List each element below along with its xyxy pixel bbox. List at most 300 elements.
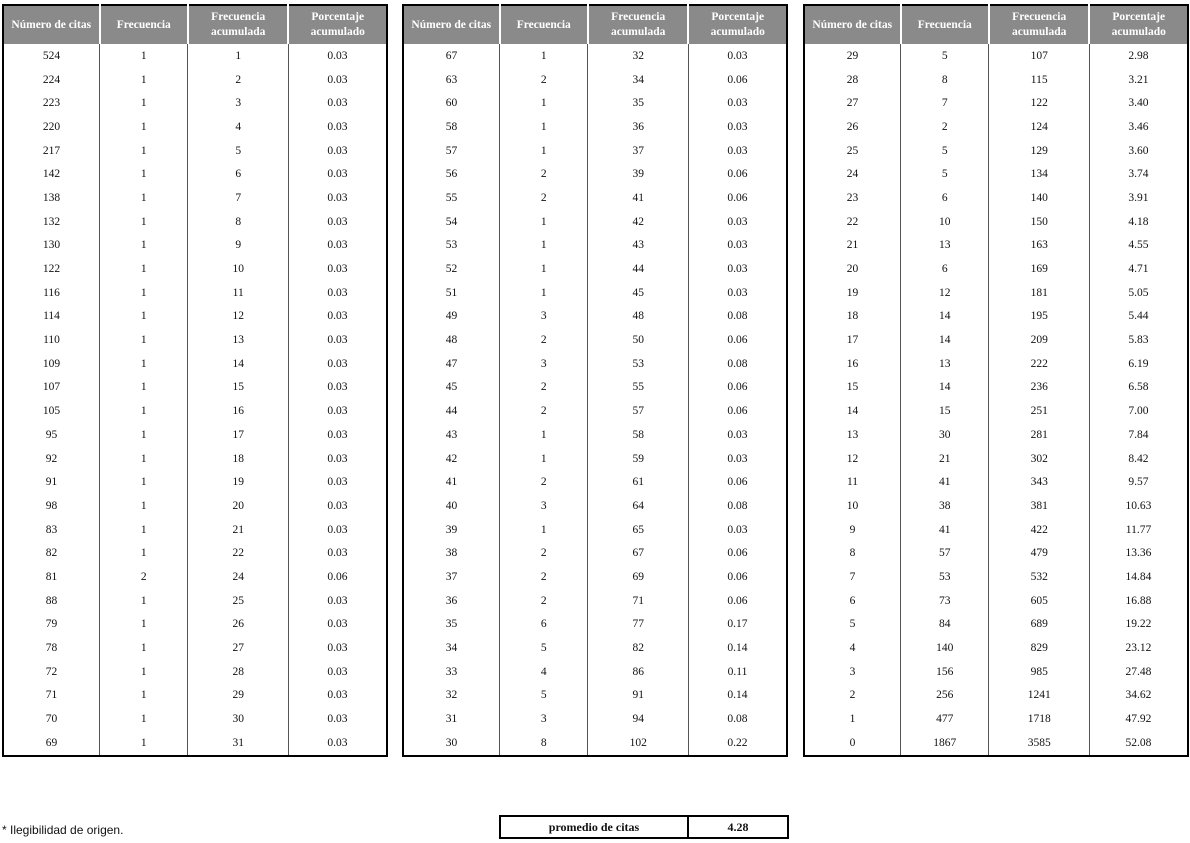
table-row <box>403 210 787 234</box>
cell-frecuencia-acumulada: 169 <box>989 257 1090 281</box>
table-row <box>3 494 387 518</box>
table-row <box>403 541 787 565</box>
cell-frecuencia: 1 <box>100 447 188 471</box>
cell-frecuencia-acumulada: 58 <box>588 423 689 447</box>
cell-numero-citas: 30 <box>445 736 458 749</box>
cell-frecuencia-acumulada: 422 <box>989 518 1090 542</box>
cell-frecuencia-acumulada: 86 <box>588 660 689 684</box>
cell-porcentaje-acumulado: 3.74 <box>1089 162 1188 186</box>
cell-frecuencia: 53 <box>901 565 989 589</box>
cell-frecuencia: 12 <box>901 281 989 305</box>
cell-frecuencia: 2 <box>500 186 588 210</box>
cell-frecuencia-acumulada: 71 <box>588 589 689 613</box>
average-label: promedio de citas <box>501 817 689 837</box>
cell-frecuencia: 1 <box>500 234 588 258</box>
cell-porcentaje-acumulado: 0.06 <box>688 589 787 613</box>
cell-numero-citas: 72 <box>45 665 58 678</box>
cell-porcentaje-acumulado: 3.60 <box>1089 139 1188 163</box>
cell-numero-citas: 7 <box>849 570 856 583</box>
table-row <box>3 352 387 376</box>
cell-frecuencia-acumulada: 30 <box>188 707 289 731</box>
cell-frecuencia-acumulada: 53 <box>588 352 689 376</box>
cell-frecuencia-acumulada: 77 <box>588 613 689 637</box>
cell-porcentaje-acumulado: 0.08 <box>688 305 787 329</box>
cell-frecuencia: 2 <box>500 541 588 565</box>
cell-frecuencia: 8 <box>901 68 989 92</box>
table-row <box>804 541 1188 565</box>
cell-numero-citas: 16 <box>846 357 859 370</box>
cell-frecuencia-acumulada: 22 <box>188 541 289 565</box>
cell-numero-citas: 25 <box>846 144 859 157</box>
cell-frecuencia-acumulada: 21 <box>188 518 289 542</box>
header-porcentaje-acumulado: Porcentaje acumulado <box>688 5 787 44</box>
cell-numero-citas: 1 <box>849 713 856 726</box>
cell-porcentaje-acumulado: 0.03 <box>288 352 387 376</box>
cell-frecuencia: 30 <box>901 423 989 447</box>
cell-frecuencia: 1 <box>100 257 188 281</box>
cell-porcentaje-acumulado: 0.06 <box>688 541 787 565</box>
cell-frecuencia: 1 <box>100 115 188 139</box>
cell-porcentaje-acumulado: 0.03 <box>288 707 387 731</box>
cell-frecuencia-acumulada: 14 <box>188 352 289 376</box>
cell-numero-citas: 37 <box>445 570 458 583</box>
table-body <box>403 44 787 756</box>
cell-porcentaje-acumulado: 27.48 <box>1089 660 1188 684</box>
table-header-row <box>3 5 387 44</box>
cell-porcentaje-acumulado: 0.14 <box>688 684 787 708</box>
cell-porcentaje-acumulado: 0.03 <box>288 613 387 637</box>
table-row <box>804 731 1188 756</box>
cell-numero-citas: 40 <box>445 499 458 512</box>
cell-frecuencia-acumulada: 55 <box>588 376 689 400</box>
table-row <box>403 376 787 400</box>
cell-numero-citas: 122 <box>42 263 61 276</box>
cell-numero-citas: 24 <box>846 168 859 181</box>
cell-frecuencia: 5 <box>500 636 588 660</box>
table-row <box>804 423 1188 447</box>
table-row <box>804 234 1188 258</box>
cell-numero-citas: 92 <box>45 452 58 465</box>
cell-frecuencia-acumulada: 17 <box>188 423 289 447</box>
table-row <box>804 352 1188 376</box>
cell-frecuencia: 1 <box>100 636 188 660</box>
citations-table-2 <box>402 4 788 757</box>
cell-numero-citas: 82 <box>45 547 58 560</box>
cell-frecuencia: 13 <box>901 352 989 376</box>
cell-porcentaje-acumulado: 0.03 <box>688 518 787 542</box>
table-row <box>3 470 387 494</box>
cell-numero-citas: 81 <box>45 570 58 583</box>
cell-frecuencia: 15 <box>901 399 989 423</box>
cell-frecuencia: 8 <box>500 731 588 756</box>
cell-numero-citas: 22 <box>846 215 859 228</box>
illegibility-note: * Ilegibilidad de origen. <box>2 823 124 837</box>
cell-frecuencia-acumulada: 27 <box>188 636 289 660</box>
table-row <box>3 281 387 305</box>
table-body <box>804 44 1188 756</box>
cell-porcentaje-acumulado: 0.08 <box>688 707 787 731</box>
cell-numero-citas: 35 <box>445 618 458 631</box>
cell-frecuencia-acumulada: 64 <box>588 494 689 518</box>
header-numero-citas: Número de citas <box>3 5 100 44</box>
cell-porcentaje-acumulado: 0.03 <box>288 589 387 613</box>
header-frecuencia: Frecuencia <box>500 5 588 44</box>
cell-porcentaje-acumulado: 0.03 <box>688 447 787 471</box>
cell-porcentaje-acumulado: 0.03 <box>288 281 387 305</box>
cell-porcentaje-acumulado: 0.03 <box>288 44 387 68</box>
cell-frecuencia: 2 <box>500 328 588 352</box>
cell-porcentaje-acumulado: 0.06 <box>688 470 787 494</box>
cell-numero-citas: 56 <box>445 168 458 181</box>
cell-frecuencia: 1 <box>500 91 588 115</box>
table-row <box>403 565 787 589</box>
cell-frecuencia: 6 <box>500 613 588 637</box>
table-row <box>403 707 787 731</box>
cell-frecuencia: 5 <box>500 684 588 708</box>
cell-numero-citas: 15 <box>846 381 859 394</box>
table-row <box>3 613 387 637</box>
table-row <box>804 328 1188 352</box>
table-row <box>403 234 787 258</box>
cell-porcentaje-acumulado: 0.22 <box>688 731 787 756</box>
cell-porcentaje-acumulado: 0.03 <box>688 210 787 234</box>
cell-frecuencia: 5 <box>901 44 989 68</box>
cell-numero-citas: 224 <box>42 73 61 86</box>
cell-frecuencia-acumulada: 2 <box>188 68 289 92</box>
cell-frecuencia-acumulada: 605 <box>989 589 1090 613</box>
cell-numero-citas: 55 <box>445 191 458 204</box>
cell-porcentaje-acumulado: 0.03 <box>688 257 787 281</box>
cell-numero-citas: 14 <box>846 405 859 418</box>
table-row <box>3 186 387 210</box>
table-row <box>3 234 387 258</box>
cell-numero-citas: 88 <box>45 594 58 607</box>
table-row <box>804 139 1188 163</box>
cell-numero-citas: 79 <box>45 618 58 631</box>
table-row <box>403 328 787 352</box>
cell-frecuencia: 1 <box>100 423 188 447</box>
cell-porcentaje-acumulado: 0.03 <box>288 210 387 234</box>
cell-porcentaje-acumulado: 11.77 <box>1089 518 1188 542</box>
cell-porcentaje-acumulado: 0.03 <box>288 257 387 281</box>
cell-porcentaje-acumulado: 52.08 <box>1089 731 1188 756</box>
cell-frecuencia-acumulada: 35 <box>588 91 689 115</box>
table-row <box>403 660 787 684</box>
cell-frecuencia-acumulada: 134 <box>989 162 1090 186</box>
header-numero-citas: Número de citas <box>804 5 901 44</box>
cell-frecuencia-acumulada: 115 <box>989 68 1090 92</box>
cell-frecuencia-acumulada: 10 <box>188 257 289 281</box>
table-row <box>804 565 1188 589</box>
cell-porcentaje-acumulado: 0.03 <box>288 376 387 400</box>
cell-frecuencia: 1 <box>500 210 588 234</box>
cell-frecuencia: 57 <box>901 541 989 565</box>
table-row <box>804 589 1188 613</box>
cell-frecuencia: 2 <box>901 115 989 139</box>
cell-frecuencia: 2 <box>500 68 588 92</box>
cell-frecuencia-acumulada: 1241 <box>989 684 1090 708</box>
cell-numero-citas: 3 <box>849 665 856 678</box>
header-numero-citas: Número de citas <box>403 5 500 44</box>
cell-frecuencia-acumulada: 124 <box>989 115 1090 139</box>
cell-frecuencia-acumulada: 24 <box>188 565 289 589</box>
cell-frecuencia: 1 <box>100 376 188 400</box>
table-row <box>804 447 1188 471</box>
cell-porcentaje-acumulado: 0.03 <box>688 281 787 305</box>
table-row <box>3 541 387 565</box>
table-row <box>403 613 787 637</box>
table-row <box>3 399 387 423</box>
cell-numero-citas: 54 <box>445 215 458 228</box>
table-row <box>804 162 1188 186</box>
cell-porcentaje-acumulado: 0.03 <box>288 162 387 186</box>
cell-porcentaje-acumulado: 4.71 <box>1089 257 1188 281</box>
table-header-row <box>804 5 1188 44</box>
cell-numero-citas: 36 <box>445 594 458 607</box>
cell-frecuencia: 84 <box>901 613 989 637</box>
cell-porcentaje-acumulado: 13.36 <box>1089 541 1188 565</box>
cell-numero-citas: 28 <box>846 73 859 86</box>
cell-frecuencia-acumulada: 69 <box>588 565 689 589</box>
table-row <box>804 707 1188 731</box>
cell-porcentaje-acumulado: 3.21 <box>1089 68 1188 92</box>
cell-numero-citas: 39 <box>445 523 458 536</box>
cell-frecuencia: 1 <box>500 139 588 163</box>
cell-frecuencia: 1 <box>100 684 188 708</box>
table-row <box>3 423 387 447</box>
cell-frecuencia: 7 <box>901 91 989 115</box>
cell-porcentaje-acumulado: 0.03 <box>288 399 387 423</box>
cell-numero-citas: 26 <box>846 120 859 133</box>
table-row <box>403 162 787 186</box>
cell-frecuencia-acumulada: 94 <box>588 707 689 731</box>
cell-numero-citas: 13 <box>846 428 859 441</box>
cell-numero-citas: 217 <box>42 144 61 157</box>
cell-frecuencia-acumulada: 251 <box>989 399 1090 423</box>
table-row <box>403 257 787 281</box>
cell-porcentaje-acumulado: 4.18 <box>1089 210 1188 234</box>
cell-porcentaje-acumulado: 23.12 <box>1089 636 1188 660</box>
cell-porcentaje-acumulado: 6.19 <box>1089 352 1188 376</box>
header-porcentaje-acumulado: Porcentaje acumulado <box>1089 5 1188 44</box>
cell-frecuencia-acumulada: 34 <box>588 68 689 92</box>
cell-frecuencia-acumulada: 31 <box>188 731 289 756</box>
cell-porcentaje-acumulado: 16.88 <box>1089 589 1188 613</box>
cell-porcentaje-acumulado: 0.17 <box>688 613 787 637</box>
table-row <box>3 684 387 708</box>
cell-frecuencia-acumulada: 107 <box>989 44 1090 68</box>
cell-porcentaje-acumulado: 0.06 <box>688 565 787 589</box>
table-row <box>3 589 387 613</box>
table-row <box>403 44 787 68</box>
cell-frecuencia: 256 <box>901 684 989 708</box>
cell-frecuencia: 2 <box>500 162 588 186</box>
cell-frecuencia: 1 <box>500 447 588 471</box>
table-row <box>804 494 1188 518</box>
cell-frecuencia-acumulada: 16 <box>188 399 289 423</box>
cell-frecuencia: 1 <box>100 186 188 210</box>
cell-numero-citas: 91 <box>45 476 58 489</box>
header-frecuencia: Frecuencia <box>100 5 188 44</box>
cell-numero-citas: 63 <box>445 73 458 86</box>
cell-porcentaje-acumulado: 3.91 <box>1089 186 1188 210</box>
table-row <box>3 68 387 92</box>
table-header-row <box>403 5 787 44</box>
cell-porcentaje-acumulado: 0.03 <box>288 518 387 542</box>
cell-numero-citas: 524 <box>42 49 61 62</box>
cell-frecuencia: 14 <box>901 305 989 329</box>
cell-numero-citas: 95 <box>45 428 58 441</box>
cell-porcentaje-acumulado: 0.03 <box>288 139 387 163</box>
cell-frecuencia-acumulada: 50 <box>588 328 689 352</box>
average-value: 4.28 <box>727 819 749 834</box>
cell-frecuencia-acumulada: 20 <box>188 494 289 518</box>
cell-numero-citas: 109 <box>42 357 61 370</box>
table-row <box>403 68 787 92</box>
cell-frecuencia-acumulada: 181 <box>989 281 1090 305</box>
cell-numero-citas: 2 <box>849 689 856 702</box>
cell-porcentaje-acumulado: 0.03 <box>288 494 387 518</box>
cell-frecuencia: 1 <box>100 305 188 329</box>
cell-numero-citas: 78 <box>45 642 58 655</box>
cell-numero-citas: 53 <box>445 239 458 252</box>
cell-numero-citas: 58 <box>445 120 458 133</box>
cell-porcentaje-acumulado: 0.06 <box>688 186 787 210</box>
cell-frecuencia-acumulada: 15 <box>188 376 289 400</box>
cell-porcentaje-acumulado: 4.55 <box>1089 234 1188 258</box>
cell-porcentaje-acumulado: 5.44 <box>1089 305 1188 329</box>
table-row <box>804 68 1188 92</box>
cell-porcentaje-acumulado: 0.08 <box>688 352 787 376</box>
table-row <box>804 376 1188 400</box>
table-row <box>403 494 787 518</box>
cell-frecuencia: 1 <box>100 494 188 518</box>
cell-frecuencia: 3 <box>500 707 588 731</box>
cell-frecuencia: 1 <box>100 707 188 731</box>
cell-porcentaje-acumulado: 0.03 <box>288 305 387 329</box>
cell-frecuencia: 1 <box>100 470 188 494</box>
header-frecuencia-acumulada: Frecuencia acumulada <box>588 5 689 44</box>
table-row <box>403 731 787 756</box>
cell-frecuencia-acumulada: 7 <box>188 186 289 210</box>
cell-frecuencia: 6 <box>901 186 989 210</box>
cell-numero-citas: 20 <box>846 263 859 276</box>
cell-porcentaje-acumulado: 2.98 <box>1089 44 1188 68</box>
cell-frecuencia-acumulada: 479 <box>989 541 1090 565</box>
cell-numero-citas: 132 <box>42 215 61 228</box>
cell-numero-citas: 45 <box>445 381 458 394</box>
table-row <box>3 447 387 471</box>
table-row <box>403 281 787 305</box>
cell-frecuencia-acumulada: 209 <box>989 328 1090 352</box>
cell-frecuencia-acumulada: 25 <box>188 589 289 613</box>
cell-numero-citas: 70 <box>45 713 58 726</box>
cell-frecuencia-acumulada: 32 <box>588 44 689 68</box>
cell-frecuencia: 1 <box>100 352 188 376</box>
cell-numero-citas: 130 <box>42 239 61 252</box>
table-row <box>403 447 787 471</box>
table-row <box>3 91 387 115</box>
cell-numero-citas: 31 <box>445 713 458 726</box>
cell-frecuencia-acumulada: 19 <box>188 470 289 494</box>
cell-frecuencia-acumulada: 343 <box>989 470 1090 494</box>
cell-porcentaje-acumulado: 0.03 <box>688 115 787 139</box>
table-row <box>3 328 387 352</box>
cell-frecuencia-acumulada: 163 <box>989 234 1090 258</box>
cell-frecuencia-acumulada: 5 <box>188 139 289 163</box>
cell-frecuencia: 14 <box>901 376 989 400</box>
cell-porcentaje-acumulado: 6.58 <box>1089 376 1188 400</box>
citations-table-3 <box>803 4 1189 757</box>
cell-porcentaje-acumulado: 0.08 <box>688 494 787 518</box>
cell-frecuencia: 6 <box>901 257 989 281</box>
cell-porcentaje-acumulado: 0.03 <box>288 68 387 92</box>
cell-frecuencia-acumulada: 41 <box>588 186 689 210</box>
table-row <box>403 636 787 660</box>
cell-porcentaje-acumulado: 0.06 <box>288 565 387 589</box>
cell-numero-citas: 27 <box>846 97 859 110</box>
table-row <box>3 139 387 163</box>
cell-porcentaje-acumulado: 0.03 <box>288 447 387 471</box>
table-row <box>3 707 387 731</box>
cell-frecuencia-acumulada: 281 <box>989 423 1090 447</box>
table-row <box>403 139 787 163</box>
cell-numero-citas: 43 <box>445 428 458 441</box>
cell-numero-citas: 142 <box>42 168 61 181</box>
cell-frecuencia-acumulada: 3585 <box>989 731 1090 756</box>
cell-frecuencia-acumulada: 689 <box>989 613 1090 637</box>
cell-porcentaje-acumulado: 14.84 <box>1089 565 1188 589</box>
cell-frecuencia: 1 <box>100 234 188 258</box>
cell-frecuencia-acumulada: 57 <box>588 399 689 423</box>
cell-frecuencia-acumulada: 39 <box>588 162 689 186</box>
cell-numero-citas: 42 <box>445 452 458 465</box>
cell-numero-citas: 0 <box>849 736 856 749</box>
cell-frecuencia: 1 <box>100 44 188 68</box>
cell-frecuencia-acumulada: 222 <box>989 352 1090 376</box>
cell-porcentaje-acumulado: 47.92 <box>1089 707 1188 731</box>
table-row <box>3 44 387 68</box>
cell-frecuencia: 1 <box>100 731 188 756</box>
cell-numero-citas: 67 <box>445 49 458 62</box>
cell-frecuencia: 1 <box>100 210 188 234</box>
citations-table-1 <box>2 4 388 757</box>
cell-porcentaje-acumulado: 7.00 <box>1089 399 1188 423</box>
table-row <box>403 589 787 613</box>
table-row <box>403 115 787 139</box>
table-row <box>403 186 787 210</box>
table-row <box>804 613 1188 637</box>
cell-frecuencia: 1 <box>100 328 188 352</box>
cell-numero-citas: 38 <box>445 547 458 560</box>
cell-frecuencia-acumulada: 45 <box>588 281 689 305</box>
cell-frecuencia-acumulada: 102 <box>588 731 689 756</box>
cell-numero-citas: 47 <box>445 357 458 370</box>
cell-numero-citas: 114 <box>43 310 60 323</box>
table-row <box>804 305 1188 329</box>
cell-numero-citas: 12 <box>846 452 859 465</box>
table-row <box>804 470 1188 494</box>
cell-porcentaje-acumulado: 0.06 <box>688 376 787 400</box>
cell-frecuencia-acumulada: 532 <box>989 565 1090 589</box>
cell-porcentaje-acumulado: 0.14 <box>688 636 787 660</box>
cell-frecuencia-acumulada: 12 <box>188 305 289 329</box>
cell-frecuencia-acumulada: 29 <box>188 684 289 708</box>
cell-frecuencia: 1 <box>100 139 188 163</box>
cell-frecuencia-acumulada: 195 <box>989 305 1090 329</box>
cell-frecuencia: 41 <box>901 470 989 494</box>
cell-porcentaje-acumulado: 0.03 <box>288 423 387 447</box>
